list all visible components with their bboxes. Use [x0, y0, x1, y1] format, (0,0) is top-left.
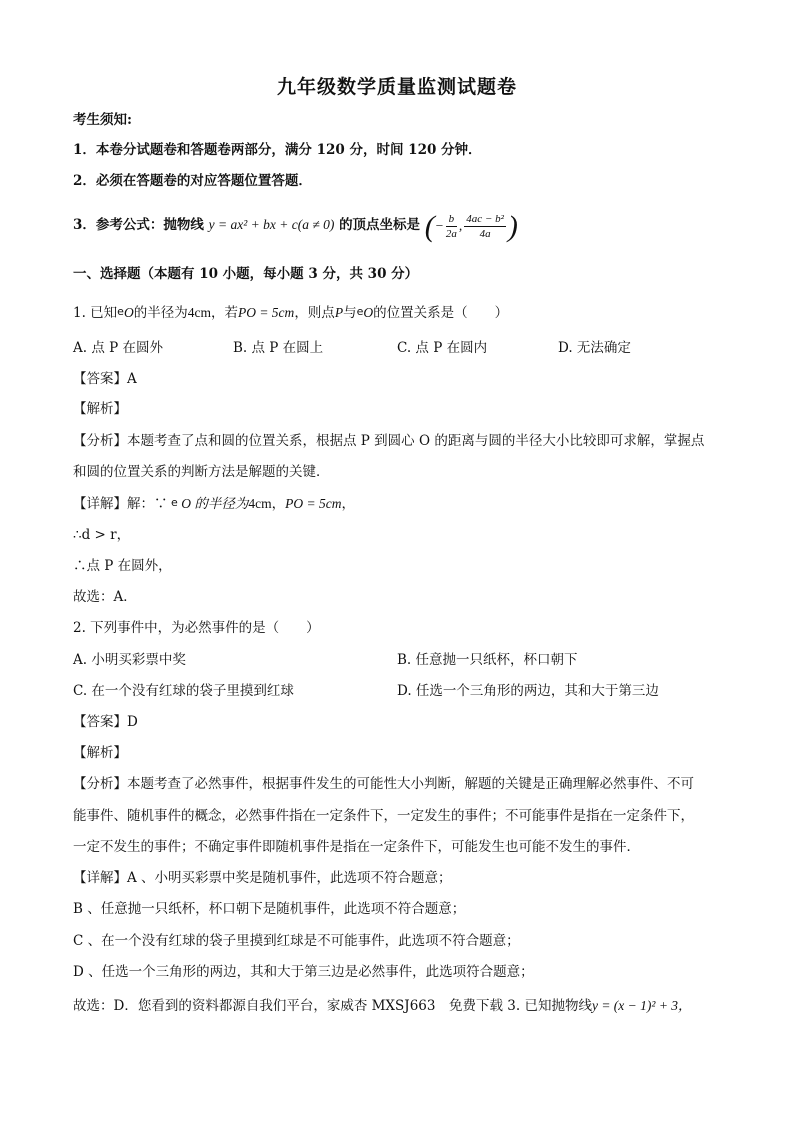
q2-answer-value: D [127, 714, 138, 730]
q2-detail-4: D 、任选一个三角形的两边，其和大于第三边是必然事件，此选项符合题意； [73, 964, 534, 980]
q1-stem [73, 302, 734, 323]
q1-answer [73, 369, 734, 389]
q2-conclusion [73, 996, 734, 1016]
q1-detail-e: PO = 5cm [285, 496, 342, 511]
q2-option-b: B. 任意抛一只纸杯，杯口朝下 [397, 652, 578, 668]
q2-analysis-label: 【解析】 [73, 745, 127, 761]
q2-conclusion-text: 故选：D．您看到的资料都源自我们平台，家威杏 MXSJ663 免费下载 3. 已知抛物线 [73, 998, 592, 1014]
q2-detail-1: 【详解】A 、小明买彩票中奖是随机事件，此选项不符合题意； [73, 870, 452, 886]
q1-step-1: ∴d > r， [73, 527, 131, 543]
q1-point-p: P [334, 305, 344, 320]
circle-symbol-icon: e [356, 305, 364, 318]
page-title: 九年级数学质量监测试题卷 [276, 76, 517, 98]
q1-po: PO = 5cm [237, 305, 295, 320]
q2-fenxi-line-3: 一定不发生的事件；不确定事件即随机事件是指在一定条件下，可能发生也可能不发生的事件． [73, 839, 640, 855]
section-heading: 一、选择题（本题有 10 小题，每小题 3 分，共 30 分） [73, 266, 419, 282]
vertex-frac2-num: 4ac − b² [466, 212, 504, 225]
circle-symbol-icon: e [117, 305, 124, 318]
q1-stem-e: 与 [343, 305, 357, 321]
q2-answer-label: 【答案】 [73, 714, 127, 730]
q2-answer [73, 712, 734, 732]
q1-detail-c: 4cm [248, 496, 272, 511]
q1-option-b: B. 点 P 在圆上 [233, 340, 324, 356]
q2-option-d: D. 任选一个三角形的两边，其和大于第三边 [397, 683, 659, 699]
q1-detail-a: 【详解】解：∵ [73, 496, 168, 512]
q1-stem-a: 1. 已知 [73, 305, 118, 321]
q1-radius: 4cm [187, 305, 211, 320]
q1-circle-o-2: O [363, 305, 374, 320]
q1-detail [73, 493, 734, 514]
q1-conclusion: 故选：A． [73, 589, 137, 605]
q1-step-2: ∴点 P 在圆外， [73, 558, 172, 574]
q1-option-d: D. 无法确定 [558, 340, 631, 356]
circle-symbol-icon: e [167, 496, 182, 509]
vertex-frac1-den: 2a [445, 227, 457, 240]
notice-heading: 考生须知: [73, 112, 132, 128]
q1-analysis-label: 【解析】 [73, 401, 127, 417]
q3-parabola-formula: y = (x − 1)² + 3， [591, 998, 692, 1013]
q1-detail-f: ， [341, 496, 355, 512]
notice-item-2: 2．必须在答题卷的对应答题位置答题． [73, 173, 312, 189]
notice-item-3-prefix: 3．参考公式：抛物线 [73, 217, 204, 233]
q2-option-c: C. 在一个没有红球的袋子里摸到红球 [73, 683, 294, 699]
q1-fenxi-line-1: 【分析】本题考查了点和圆的位置关系，根据点 P 到圆心 O 的距离与圆的半径大小比较即可求解，掌握点 [73, 433, 705, 449]
notice-item-3 [73, 205, 734, 246]
q1-stem-d: ，则点 [294, 305, 335, 321]
q1-stem-c: ，若 [210, 305, 238, 321]
notice-item-1: 1．本卷分试题卷和答题卷两部分，满分 120 分，时间 120 分钟． [73, 142, 482, 158]
vertex-formula: (− $\frac{b}{2a}$ , $\frac{\text{4ac − b²}}{4a}$ ) [424, 209, 518, 243]
q2-stem: 2. 下列事件中，为必然事件的是（ ） [73, 620, 320, 636]
q2-fenxi-line-2: 能事件、随机事件的概念，必然事件指在一定条件下，一定发生的事件；不可能事件是指在一定条件下， [73, 808, 694, 824]
q1-stem-b: 的半径为 [133, 305, 188, 321]
q1-detail-b: O 的半径为 [181, 496, 249, 511]
q1-detail-d: ， [271, 496, 286, 512]
q2-fenxi-line-1: 【分析】本题考查了必然事件，根据事件发生的可能性大小判断，解题的关键是正确理解必然事件、不可 [73, 776, 694, 792]
q1-option-c: C. 点 P 在圆内 [397, 340, 488, 356]
q1-option-a: A. 点 P 在圆外 [73, 340, 163, 356]
q1-answer-value: A [127, 371, 137, 387]
q2-detail-2: B 、任意抛一只纸杯，杯口朝下是随机事件，此选项不符合题意； [73, 901, 466, 917]
q2-detail-3: C 、在一个没有红球的袋子里摸到红球是不可能事件，此选项不符合题意； [73, 933, 520, 949]
q1-answer-label: 【答案】 [73, 371, 127, 387]
q1-circle-o: O [123, 305, 134, 320]
parabola-formula: y = ax² + bx + c(a ≠ 0) [208, 217, 335, 232]
vertex-frac2-den: 4a [479, 227, 491, 240]
q1-fenxi-line-2: 和圆的位置关系的判断方法是解题的关键． [73, 464, 330, 480]
notice-item-3-mid: 的顶点坐标是 [339, 217, 421, 233]
vertex-frac1-num: b [446, 212, 457, 227]
q1-stem-f: 的位置关系是（ ） [373, 305, 509, 321]
q2-option-a: A. 小明买彩票中奖 [73, 652, 186, 668]
